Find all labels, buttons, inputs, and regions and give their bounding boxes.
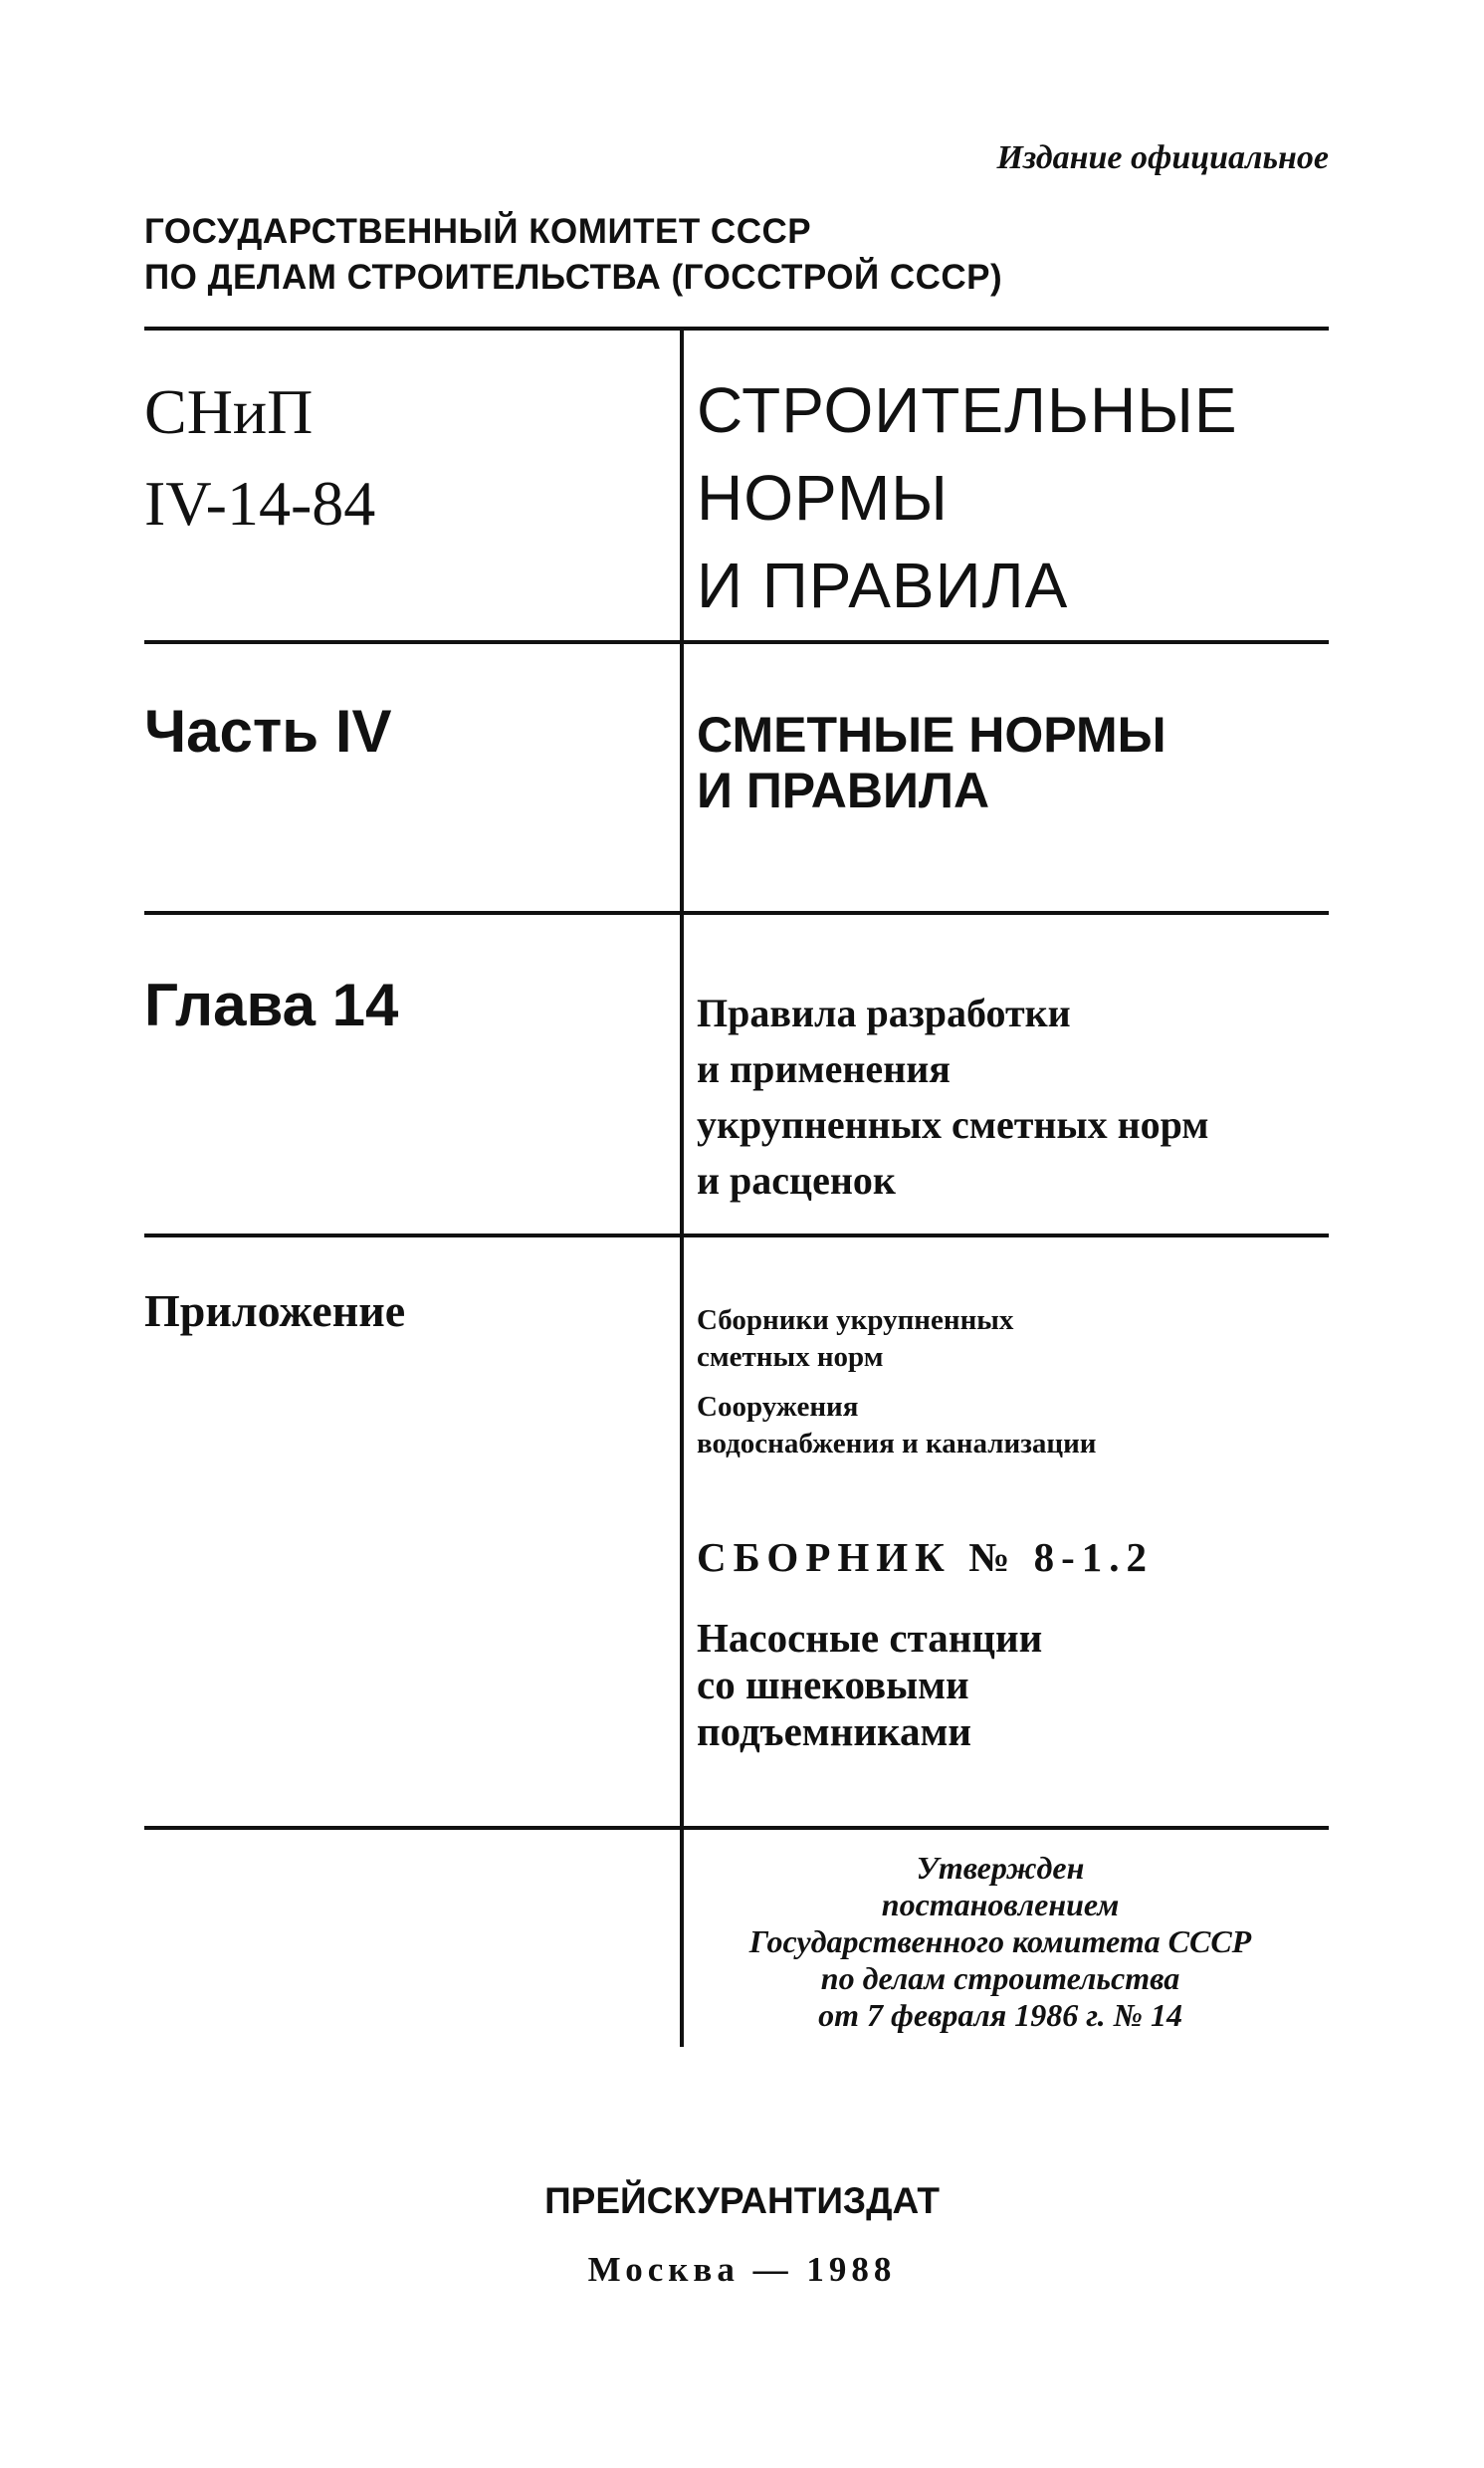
- approval-line-4: по делам строительства: [820, 1960, 1180, 1996]
- divider-appendix: [144, 1234, 1329, 1237]
- chapter-title-line-3: укрупненных сметных норм: [697, 1102, 1209, 1147]
- approval-line-5: от 7 февраля 1986 г. № 14: [818, 1997, 1182, 2033]
- main-title-line-1: СТРОИТЕЛЬНЫЕ: [697, 374, 1238, 446]
- main-title-line-3: И ПРАВИЛА: [697, 550, 1069, 621]
- divider-part: [144, 640, 1329, 644]
- approval-line-1: Утвержден: [916, 1850, 1085, 1886]
- approval-line-2: постановлением: [881, 1887, 1120, 1922]
- divider-approval: [144, 1826, 1329, 1830]
- committee-line-2: ПО ДЕЛАМ СТРОИТЕЛЬСТВА (ГОССТРОЙ СССР): [144, 258, 1003, 297]
- snip-code-line-2: IV-14-84: [144, 468, 376, 539]
- collection-title-line-3: подъемниками: [697, 1708, 972, 1754]
- part-label: Часть IV: [144, 698, 392, 765]
- main-title: [697, 366, 1238, 629]
- column-divider: [680, 327, 684, 2047]
- publisher-name: ПРЕЙСКУРАНТИЗДАТ: [544, 2180, 940, 2221]
- collection-title: [697, 1615, 1042, 1755]
- chapter-title-line-4: и расценок: [697, 1158, 896, 1203]
- snip-code: [144, 366, 375, 550]
- divider-chapter: [144, 911, 1329, 915]
- facility-type: [697, 1389, 1096, 1462]
- chapter-label: Глава 14: [144, 972, 399, 1038]
- appendix-label: Приложение: [144, 1285, 406, 1336]
- facility-line-2: водоснабжения и канализации: [697, 1428, 1097, 1459]
- chapter-title: [697, 986, 1209, 1209]
- official-edition-label: Издание официальное: [996, 139, 1329, 176]
- collection-number: СБОРНИК № 8-1.2: [697, 1534, 1154, 1580]
- city-year: Москва — 1988: [587, 2250, 897, 2289]
- facility-line-1: Сооружения: [697, 1391, 859, 1423]
- chapter-title-line-1: Правила разработки: [697, 991, 1071, 1035]
- part-title-line-2: И ПРАВИЛА: [697, 763, 990, 818]
- committee-name: [144, 209, 1002, 301]
- approval-line-3: Государственного комитета СССР: [748, 1923, 1252, 1959]
- chapter-title-line-2: и применения: [697, 1046, 951, 1091]
- part-title-line-1: СМЕТНЫЕ НОРМЫ: [697, 707, 1166, 763]
- collections-line-1: Сборники укрупненных: [697, 1304, 1014, 1336]
- main-title-line-2: НОРМЫ: [697, 462, 949, 534]
- collection-title-line-1: Насосные станции: [697, 1615, 1043, 1661]
- committee-line-1: ГОСУДАРСТВЕННЫЙ КОМИТЕТ СССР: [144, 212, 812, 251]
- part-title: [697, 707, 1166, 818]
- collections-line-2: сметных норм: [697, 1341, 884, 1373]
- snip-code-line-1: СНиП: [144, 376, 314, 447]
- collection-title-line-2: со шнековыми: [697, 1662, 969, 1707]
- collections-heading: [697, 1302, 1013, 1376]
- approval-note: [697, 1850, 1304, 2034]
- divider-top: [144, 327, 1329, 331]
